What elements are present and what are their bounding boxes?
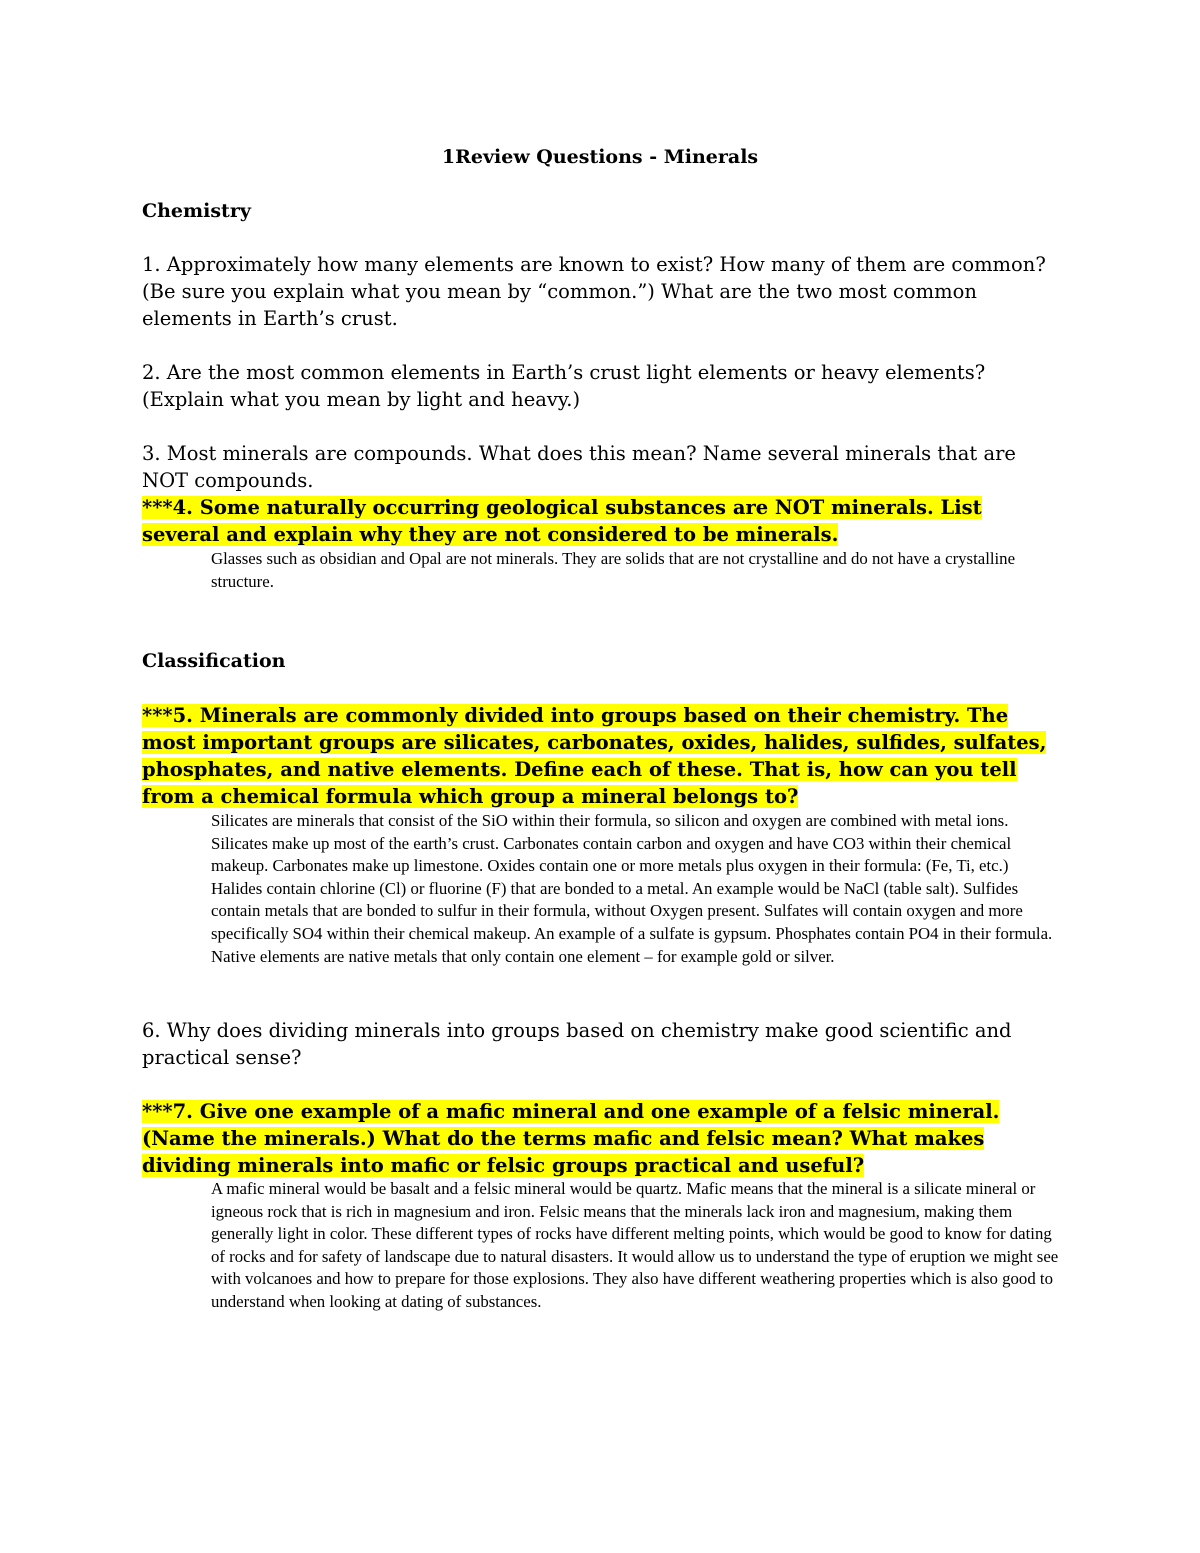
question-2: 2. Are the most common elements in Earth’s crust light elements or heavy elements? (Explain what you mean by light and heavy.) <box>142 361 986 411</box>
question-4 <box>142 494 1062 548</box>
section-heading-chemistry: Chemistry <box>142 200 251 222</box>
question-5-text: ***5. Minerals are commonly divided into groups based on their chemistry. The most important groups are silicates, carbonates, oxides, halides, sulfides, sulfates, phosphates, and native elements. Define each of these. That is, how can you tell from a chemical formula which group a mineral belongs to? <box>142 704 1047 808</box>
question-3: 3. Most minerals are compounds. What does this mean? Name several minerals that are NOT compounds. <box>142 442 1016 492</box>
answer-5: Silicates are minerals that consist of the SiO within their formula, so silicon and oxygen are combined with metal ions. Silicates make up most of the earth’s crust. Carbonates contain carbon and oxygen and have CO3 within their chemical makeup. Carbonates make up limestone. Oxides contain one or more metals plus oxygen in their formula: (Fe, Ti, etc.) Halides contain chlorine (Cl) or fluorine (F) that are bonded to a metal. An example would be NaCl (table salt). Sulfides contain metals that are bonded to sulfur in their formula, without Oxygen present. Sulfates will contain oxygen and more specifically SO4 within their chemical makeup. An example of a sulfate is gypsum. Phosphates contain PO4 in their formula. Native elements are native metals that only contain one element – for example gold or silver. <box>211 811 1053 966</box>
answer-7: A mafic mineral would be basalt and a felsic mineral would be quartz. Mafic means that the mineral is a silicate mineral or igneous rock that is rich in magnesium and iron. Felsic means that the minerals lack iron and magnesium, making them generally light in color. These different types of rocks have different melting points, which would be good to know for dating of rocks and for safety of landscape due to natural disasters. It would allow us to understand the type of eruption we might see with volcanoes and how to prepare for those explosions. They also have different weathering properties which is also good to understand when looking at dating of substances. <box>211 1179 1059 1311</box>
section-heading-classification: Classification <box>142 650 286 672</box>
question-7-text: ***7. Give one example of a mafic mineral and one example of a felsic mineral. (Name the minerals.) What do the terms mafic and felsic mean? What makes dividing minerals into mafic or felsic groups practical and useful? <box>142 1100 1000 1177</box>
document-title: 1Review Questions - Minerals <box>441 146 759 168</box>
question-6: 6. Why does dividing minerals into groups based on chemistry make good scientific and practical sense? <box>142 1019 1012 1069</box>
question-5 <box>142 702 1062 810</box>
answer-4: Glasses such as obsidian and Opal are not minerals. They are solids that are not crystalline and do not have a crystalline structure. <box>211 549 1016 591</box>
question-4-text: ***4. Some naturally occurring geological substances are NOT minerals. List several and explain why they are not considered to be minerals. <box>142 496 982 546</box>
question-1: 1. Approximately how many elements are known to exist? How many of them are common? (Be sure you explain what you mean by “common.”) What are the two most common elements in Earth’s crust. <box>142 253 1046 330</box>
question-7 <box>142 1098 1062 1179</box>
